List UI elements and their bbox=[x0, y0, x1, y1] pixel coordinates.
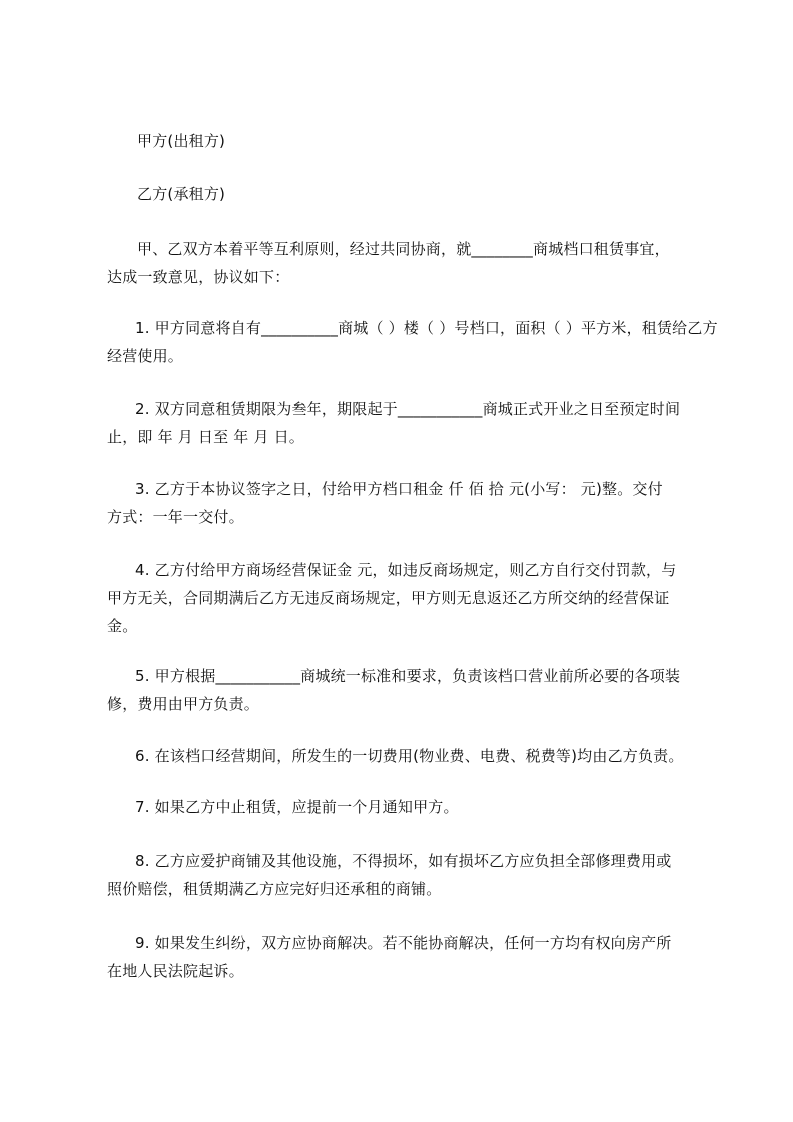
clause-1-line-2: 经营使用。 bbox=[107, 347, 184, 365]
intro-line-1: 甲、乙双方本着平等互利原则，经过共同协商，就________商城档口租赁事宜， bbox=[137, 240, 670, 258]
clause-9-line-2: 在地人民法院起诉。 bbox=[107, 962, 244, 980]
clause-7-line-1: 7. 如果乙方中止租赁，应提前一个月通知甲方。 bbox=[135, 798, 459, 816]
clause-1-line-1: 1. 甲方同意将自有__________商城（ ）楼（ ）号档口，面积（ ）平方米，租赁给乙方 bbox=[135, 319, 718, 337]
party-a-label: 甲方(出租方) bbox=[137, 132, 226, 150]
clause-5-line-2: 修，费用由甲方负责。 bbox=[107, 695, 260, 713]
clause-2-line-2: 止，即 年 月 日至 年 月 日。 bbox=[107, 428, 305, 446]
clause-3-line-2: 方式：一年一交付。 bbox=[107, 508, 244, 526]
party-b-label: 乙方(承租方) bbox=[137, 185, 226, 203]
clause-6-line-1: 6. 在该档口经营期间，所发生的一切费用(物业费、电费、税费等)均由乙方负责。 bbox=[135, 747, 684, 765]
clause-8-line-2: 照价赔偿，租赁期满乙方应完好归还承租的商铺。 bbox=[107, 880, 442, 898]
clause-5-line-1: 5. 甲方根据___________商城统一标准和要求，负责该档口营业前所必要的各项装 bbox=[135, 667, 681, 685]
clause-2-line-1: 2. 双方同意租赁期限为叁年，期限起于___________商城正式开业之日至预定时间 bbox=[135, 400, 681, 418]
clause-8-line-1: 8. 乙方应爱护商铺及其他设施，不得损坏，如有损坏乙方应负担全部修理费用或 bbox=[135, 852, 672, 870]
clause-9-line-1: 9. 如果发生纠纷，双方应协商解决。若不能协商解决，任何一方均有权向房产所 bbox=[135, 934, 672, 952]
intro-line-2: 达成一致意见，协议如下： bbox=[107, 268, 290, 286]
clause-4-line-3: 金。 bbox=[107, 617, 138, 635]
clause-4-line-1: 4. 乙方付给甲方商场经营保证金 元，如违反商场规定，则乙方自行交付罚款，与 bbox=[135, 561, 677, 579]
clause-3-line-1: 3. 乙方于本协议签字之日，付给甲方档口租金 仟 佰 拾 元(小写： 元)整。交付 bbox=[135, 480, 663, 498]
clause-4-line-2: 甲方无关，合同期满后乙方无违反商场规定，甲方则无息返还乙方所交纳的经营保证 bbox=[107, 589, 670, 607]
